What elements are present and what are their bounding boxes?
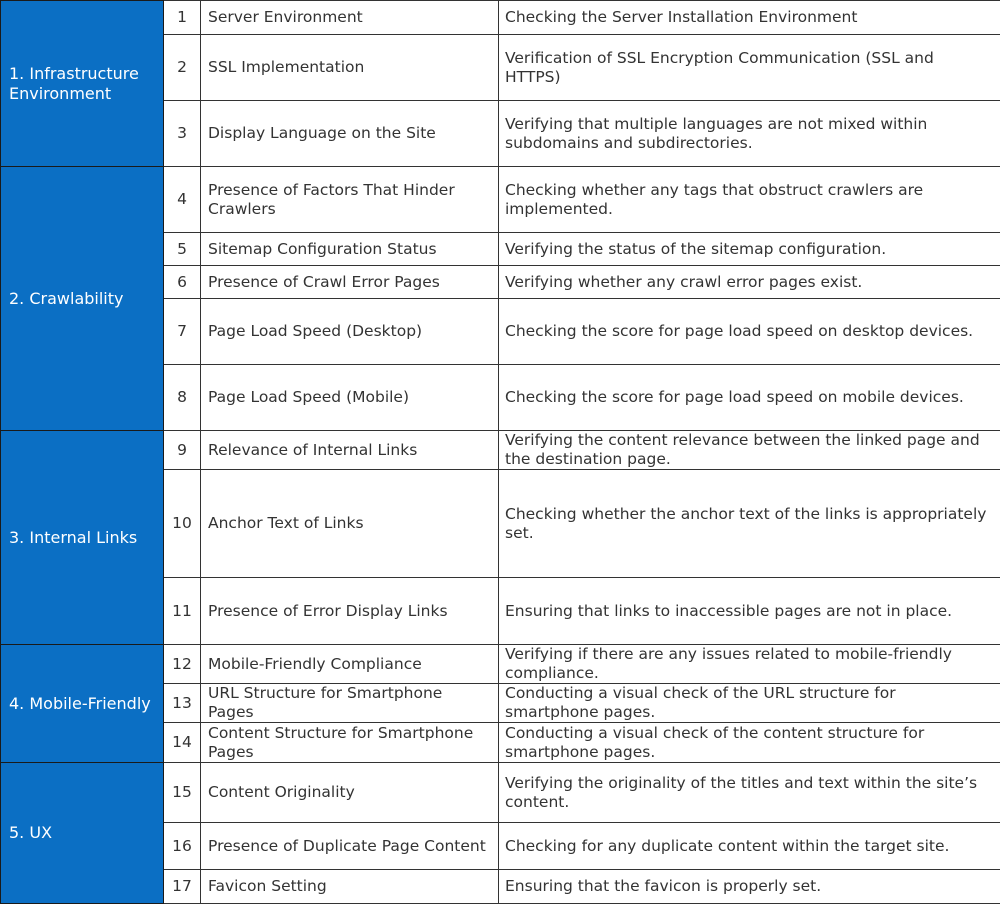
category-cell: 4. Mobile-Friendly xyxy=(1,645,164,763)
check-description: Checking the Server Installation Environment xyxy=(499,1,1000,35)
check-item: Content Structure for Smartphone Pages xyxy=(201,723,499,763)
check-item: Mobile-Friendly Compliance xyxy=(201,645,499,684)
check-description: Checking whether the anchor text of the links is appropriately set. xyxy=(499,470,1000,578)
row-number: 17 xyxy=(164,870,201,904)
row-number: 12 xyxy=(164,645,201,684)
table-row xyxy=(1,1,1000,35)
row-number: 6 xyxy=(164,266,201,299)
check-description: Verifying the content relevance between the linked page and the destination page. xyxy=(499,431,1000,470)
category-cell: 5. UX xyxy=(1,763,164,904)
check-description: Verification of SSL Encryption Communication (SSL and HTTPS) xyxy=(499,35,1000,101)
check-item: Favicon Setting xyxy=(201,870,499,904)
row-number: 13 xyxy=(164,684,201,723)
row-number: 3 xyxy=(164,101,201,167)
row-number: 5 xyxy=(164,233,201,266)
check-description: Verifying the originality of the titles and text within the site’s content. xyxy=(499,763,1000,823)
check-item: Page Load Speed (Mobile) xyxy=(201,365,499,431)
check-description: Checking for any duplicate content within the target site. xyxy=(499,823,1000,870)
check-description: Verifying that multiple languages are not mixed within subdomains and subdirectories. xyxy=(499,101,1000,167)
row-number: 10 xyxy=(164,470,201,578)
category-cell: 2. Crawlability xyxy=(1,167,164,431)
check-description: Conducting a visual check of the content structure for smartphone pages. xyxy=(499,723,1000,763)
row-number: 1 xyxy=(164,1,201,35)
row-number: 14 xyxy=(164,723,201,763)
check-description: Verifying if there are any issues related to mobile-friendly compliance. xyxy=(499,645,1000,684)
check-item: Sitemap Configuration Status xyxy=(201,233,499,266)
row-number: 15 xyxy=(164,763,201,823)
check-item: URL Structure for Smartphone Pages xyxy=(201,684,499,723)
check-item: Display Language on the Site xyxy=(201,101,499,167)
check-description: Ensuring that the favicon is properly set. xyxy=(499,870,1000,904)
check-description: Checking whether any tags that obstruct crawlers are implemented. xyxy=(499,167,1000,233)
row-number: 11 xyxy=(164,578,201,645)
check-item: Presence of Duplicate Page Content xyxy=(201,823,499,870)
check-item: Content Originality xyxy=(201,763,499,823)
check-item: SSL Implementation xyxy=(201,35,499,101)
check-item: Presence of Crawl Error Pages xyxy=(201,266,499,299)
check-item: Presence of Factors That Hinder Crawlers xyxy=(201,167,499,233)
check-description: Ensuring that links to inaccessible pages are not in place. xyxy=(499,578,1000,645)
row-number: 2 xyxy=(164,35,201,101)
table-row xyxy=(1,431,1000,470)
table-row xyxy=(1,645,1000,684)
category-cell: 1. Infrastructure Environment xyxy=(1,1,164,167)
check-item: Anchor Text of Links xyxy=(201,470,499,578)
table-row xyxy=(1,167,1000,233)
check-item: Presence of Error Display Links xyxy=(201,578,499,645)
check-description: Verifying the status of the sitemap configuration. xyxy=(499,233,1000,266)
check-description: Checking the score for page load speed on mobile devices. xyxy=(499,365,1000,431)
table-row xyxy=(1,763,1000,823)
row-number: 4 xyxy=(164,167,201,233)
check-description: Conducting a visual check of the URL structure for smartphone pages. xyxy=(499,684,1000,723)
check-description: Verifying whether any crawl error pages exist. xyxy=(499,266,1000,299)
category-cell: 3. Internal Links xyxy=(1,431,164,645)
row-number: 8 xyxy=(164,365,201,431)
row-number: 16 xyxy=(164,823,201,870)
check-item: Relevance of Internal Links xyxy=(201,431,499,470)
check-item: Server Environment xyxy=(201,1,499,35)
check-description: Checking the score for page load speed on desktop devices. xyxy=(499,299,1000,365)
row-number: 7 xyxy=(164,299,201,365)
check-item: Page Load Speed (Desktop) xyxy=(201,299,499,365)
row-number: 9 xyxy=(164,431,201,470)
